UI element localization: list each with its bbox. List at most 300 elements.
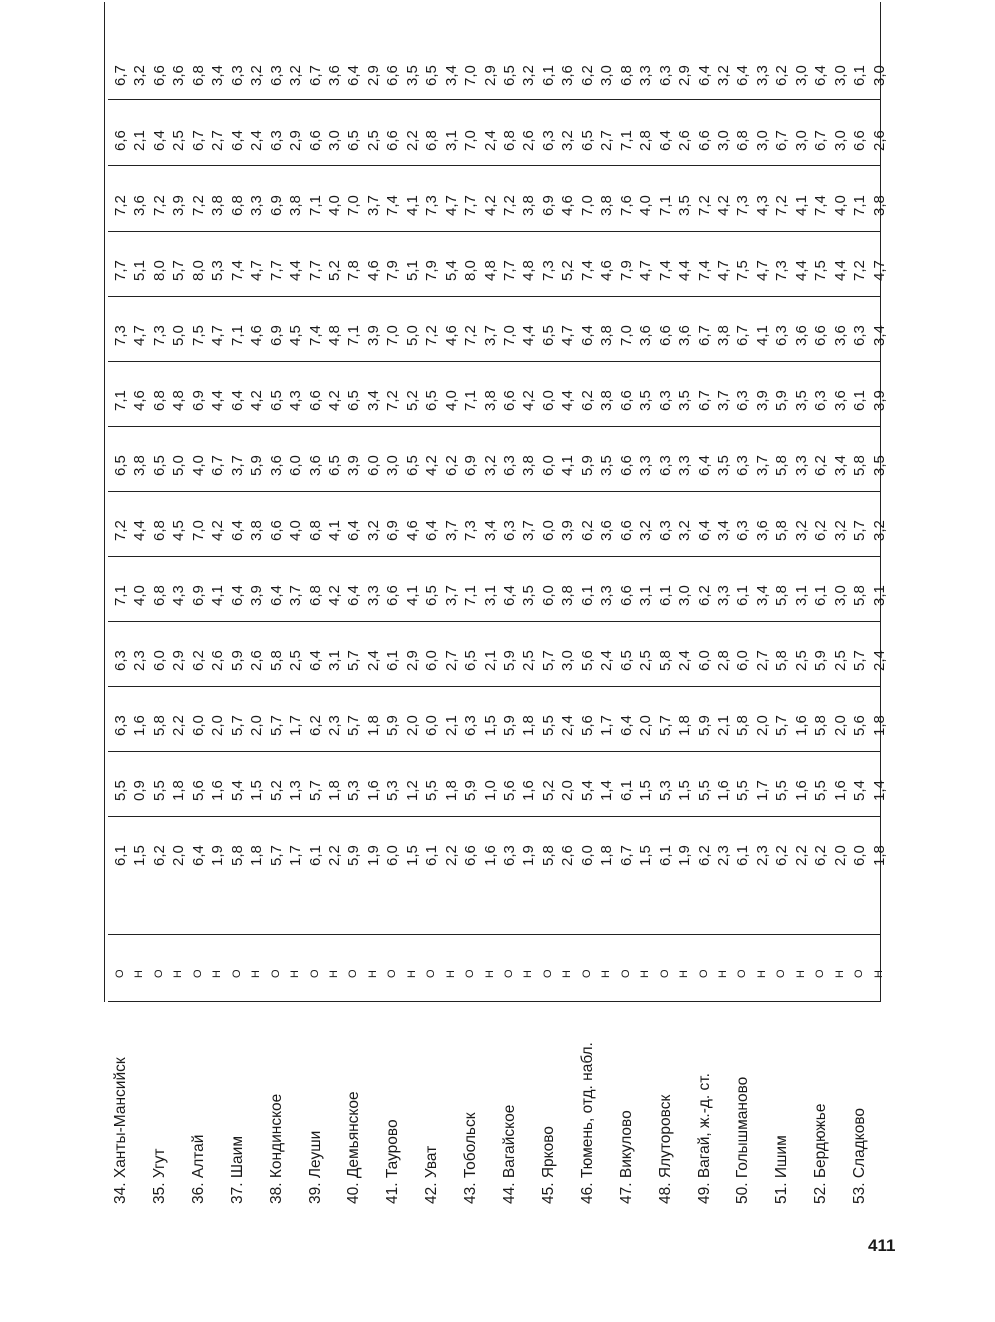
table-cell: 6,3 <box>539 130 557 151</box>
table-cell: 4,4 <box>559 390 577 411</box>
table-cell: 3,0 <box>598 65 616 86</box>
table-cell: 5,9 <box>345 845 363 866</box>
table-cell: 6,4 <box>228 390 246 411</box>
table-cell: 7,4 <box>578 260 596 281</box>
station-name: 49. Вагай, ж.-д. ст. <box>695 1073 713 1204</box>
table-cell: 2,9 <box>481 65 499 86</box>
table-cell: 2,3 <box>131 650 149 671</box>
table-cell: 4,7 <box>248 260 266 281</box>
table-cell: 3,0 <box>753 130 771 151</box>
table-cell: 6,6 <box>150 65 168 86</box>
table-cell: 6,1 <box>539 65 557 86</box>
table-cell: 1,0 <box>481 780 499 801</box>
table-cell: 6,3 <box>112 650 129 671</box>
table-cell: 2,5 <box>520 650 538 671</box>
table-cell: 1,4 <box>870 780 888 801</box>
table-cell: 2,6 <box>559 845 577 866</box>
table-cell: 3,1 <box>325 650 343 671</box>
table-cell: 7,1 <box>112 390 129 411</box>
table-cell: 6,0 <box>423 715 441 736</box>
table-cell: 6,3 <box>267 130 285 151</box>
table-cell: 7,2 <box>462 325 480 346</box>
table-cell: 3,3 <box>598 585 616 606</box>
table-cell: 3,8 <box>248 520 266 541</box>
table-cell: 6,2 <box>150 845 168 866</box>
table-cell: 2,6 <box>870 130 888 151</box>
table-cell: 4,4 <box>209 390 227 411</box>
table-cell: 6,9 <box>267 195 285 216</box>
table-cell: 6,0 <box>287 455 305 476</box>
table-cell: 6,8 <box>150 585 168 606</box>
table-cell: 6,4 <box>228 520 246 541</box>
table-cell: 1,8 <box>598 845 616 866</box>
table-cell: 5,3 <box>656 780 674 801</box>
table-cell: 2,9 <box>676 65 694 86</box>
station-name: 44. Вагайское <box>501 1104 518 1204</box>
table-cell: 6,6 <box>695 130 713 151</box>
table-cell: 6,4 <box>267 585 285 606</box>
table-cell: 6,4 <box>578 325 596 346</box>
table-cell: 3,2 <box>714 65 732 86</box>
table-cell: 3,6 <box>753 520 771 541</box>
table-cell: 6,7 <box>695 390 713 411</box>
table-cell: 2,7 <box>442 650 460 671</box>
table-cell: 2,6 <box>676 130 694 151</box>
table-cell: 3,9 <box>248 585 266 606</box>
table-rule-top <box>104 2 105 1002</box>
table-cell: 6,5 <box>345 130 363 151</box>
table-cell: 1,6 <box>714 780 732 801</box>
table-cell: 2,5 <box>831 650 849 671</box>
table-cell: 3,2 <box>637 520 655 541</box>
table-cell: 3,7 <box>228 455 246 476</box>
table-cell: 3,7 <box>364 195 382 216</box>
table-cell: 3,0 <box>325 130 343 151</box>
station-name: 35. Угут <box>150 1148 168 1204</box>
table-cell: 5,4 <box>442 260 460 281</box>
row-indicator: О <box>269 969 282 978</box>
table-cell: 1,5 <box>248 780 266 801</box>
table-cell: 5,9 <box>501 715 518 736</box>
table-cell: 3,0 <box>714 130 732 151</box>
column-rule <box>108 296 880 297</box>
table-cell: 2,9 <box>364 65 382 86</box>
table-cell: 2,0 <box>170 845 188 866</box>
column-rule <box>108 816 880 817</box>
table-cell: 6,4 <box>228 585 246 606</box>
table-cell: 6,5 <box>501 65 518 86</box>
table-cell: 4,1 <box>403 195 421 216</box>
row-indicator: О <box>152 969 165 978</box>
table-cell: 6,2 <box>578 520 596 541</box>
table-cell: 6,5 <box>423 390 441 411</box>
table-cell: 4,4 <box>287 260 305 281</box>
table-cell: 5,1 <box>131 260 149 281</box>
table-cell: 5,9 <box>384 715 402 736</box>
table-cell: 3,9 <box>559 520 577 541</box>
table-cell: 3,5 <box>870 455 888 476</box>
table-cell: 2,1 <box>442 715 460 736</box>
table-cell: 1,5 <box>403 845 421 866</box>
table-cell: 7,2 <box>112 520 129 541</box>
table-cell: 6,3 <box>656 455 674 476</box>
table-cell: 6,2 <box>306 715 324 736</box>
table-cell: 6,6 <box>617 390 635 411</box>
table-cell: 2,4 <box>676 650 694 671</box>
table-cell: 6,4 <box>812 65 830 86</box>
table-cell: 4,0 <box>442 390 460 411</box>
table-cell: 3,6 <box>267 455 285 476</box>
table-cell: 3,8 <box>559 585 577 606</box>
table-cell: 3,5 <box>714 455 732 476</box>
table-cell: 6,6 <box>501 390 518 411</box>
table-cell: 1,6 <box>831 780 849 801</box>
column-rule <box>108 426 880 427</box>
row-indicator: Н <box>366 970 379 978</box>
station-name: 36. Алтай <box>189 1134 207 1204</box>
table-cell: 2,9 <box>170 650 188 671</box>
table-cell: 3,8 <box>481 390 499 411</box>
table-cell: 7,1 <box>851 195 869 216</box>
table-cell: 6,0 <box>539 455 557 476</box>
table-cell: 4,6 <box>131 390 149 411</box>
table-cell: 4,0 <box>189 455 207 476</box>
table-cell: 5,6 <box>578 650 596 671</box>
table-cell: 1,8 <box>248 845 266 866</box>
table-cell: 6,9 <box>539 195 557 216</box>
table-cell: 5,4 <box>851 780 869 801</box>
table-cell: 3,4 <box>831 455 849 476</box>
table-cell: 6,6 <box>462 845 480 866</box>
column-rule <box>108 751 880 752</box>
table-cell: 2,3 <box>753 845 771 866</box>
row-indicator: О <box>580 969 593 978</box>
column-rule-indicator <box>108 934 880 935</box>
table-cell: 7,3 <box>150 325 168 346</box>
table-cell: 3,9 <box>753 390 771 411</box>
table-cell: 7,2 <box>773 195 791 216</box>
table-cell: 4,5 <box>287 325 305 346</box>
table-cell: 5,9 <box>248 455 266 476</box>
table-cell: 6,5 <box>267 390 285 411</box>
table-cell: 6,7 <box>617 845 635 866</box>
table-cell: 2,2 <box>403 130 421 151</box>
row-indicator: О <box>853 969 866 978</box>
table-cell: 6,5 <box>403 455 421 476</box>
table-cell: 5,8 <box>267 650 285 671</box>
table-cell: 1,8 <box>170 780 188 801</box>
table-cell: 3,3 <box>637 455 655 476</box>
table-cell: 7,1 <box>462 585 480 606</box>
station-name: 45. Ярково <box>539 1126 557 1204</box>
table-cell: 7,6 <box>617 195 635 216</box>
table-cell: 4,5 <box>170 520 188 541</box>
table-cell: 8,0 <box>189 260 207 281</box>
table-cell: 7,4 <box>384 195 402 216</box>
table-cell: 2,5 <box>287 650 305 671</box>
table-cell: 3,7 <box>520 520 538 541</box>
table-cell: 5,7 <box>656 715 674 736</box>
table-cell: 3,2 <box>792 520 810 541</box>
table-cell: 7,9 <box>617 260 635 281</box>
table-cell: 6,3 <box>773 325 791 346</box>
table-cell: 5,2 <box>325 260 343 281</box>
table-cell: 6,0 <box>734 650 752 671</box>
table-cell: 3,2 <box>559 130 577 151</box>
table-cell: 6,1 <box>617 780 635 801</box>
table-cell: 3,6 <box>831 390 849 411</box>
table-cell: 7,3 <box>539 260 557 281</box>
table-cell: 4,2 <box>209 520 227 541</box>
table-cell: 6,4 <box>306 650 324 671</box>
table-cell: 7,7 <box>267 260 285 281</box>
row-indicator: Н <box>872 970 885 978</box>
table-cell: 7,7 <box>501 260 518 281</box>
table-cell: 2,4 <box>598 650 616 671</box>
table-cell: 6,3 <box>501 845 518 866</box>
table-cell: 6,3 <box>501 520 518 541</box>
table-cell: 6,7 <box>734 325 752 346</box>
table-cell: 6,1 <box>656 585 674 606</box>
table-cell: 6,3 <box>656 520 674 541</box>
table-cell: 4,3 <box>753 195 771 216</box>
table-cell: 3,4 <box>714 520 732 541</box>
table-cell: 3,3 <box>637 65 655 86</box>
table-cell: 3,4 <box>870 325 888 346</box>
table-cell: 6,9 <box>462 455 480 476</box>
table-cell: 2,7 <box>598 130 616 151</box>
table-cell: 3,4 <box>753 585 771 606</box>
table-cell: 3,9 <box>345 455 363 476</box>
table-cell: 6,4 <box>695 455 713 476</box>
table-cell: 3,6 <box>598 520 616 541</box>
table-cell: 1,8 <box>364 715 382 736</box>
table-cell: 4,6 <box>559 195 577 216</box>
table-cell: 6,7 <box>812 130 830 151</box>
table-cell: 5,7 <box>851 650 869 671</box>
table-cell: 6,2 <box>773 845 791 866</box>
row-indicator: Н <box>444 970 457 978</box>
table-cell: 4,6 <box>248 325 266 346</box>
table-cell: 5,8 <box>150 715 168 736</box>
table-cell: 5,8 <box>656 650 674 671</box>
table-cell: 5,4 <box>578 780 596 801</box>
table-cell: 4,7 <box>209 325 227 346</box>
table-cell: 6,7 <box>209 455 227 476</box>
table-cell: 3,0 <box>792 65 810 86</box>
table-cell: 1,8 <box>442 780 460 801</box>
station-name: 42. Уват <box>423 1145 441 1204</box>
table-cell: 5,7 <box>306 780 324 801</box>
row-indicator: Н <box>133 970 146 978</box>
table-cell: 6,2 <box>695 845 713 866</box>
table-cell: 5,5 <box>150 780 168 801</box>
table-cell: 5,8 <box>851 455 869 476</box>
table-cell: 6,8 <box>617 65 635 86</box>
table-cell: 2,4 <box>248 130 266 151</box>
table-cell: 6,0 <box>539 520 557 541</box>
table-cell: 7,0 <box>345 195 363 216</box>
table-cell: 5,0 <box>170 325 188 346</box>
table-cell: 6,6 <box>384 585 402 606</box>
table-cell: 4,4 <box>131 520 149 541</box>
table-cell: 2,2 <box>442 845 460 866</box>
table-cell: 4,8 <box>520 260 538 281</box>
table-cell: 7,1 <box>462 390 480 411</box>
row-indicator: О <box>541 969 554 978</box>
table-cell: 1,6 <box>364 780 382 801</box>
table-cell: 3,2 <box>676 520 694 541</box>
table-cell: 7,5 <box>189 325 207 346</box>
table-cell: 3,7 <box>442 520 460 541</box>
table-cell: 5,5 <box>812 780 830 801</box>
table-cell: 8,0 <box>462 260 480 281</box>
table-cell: 2,3 <box>325 715 343 736</box>
table-cell: 4,1 <box>209 585 227 606</box>
table-cell: 5,0 <box>170 455 188 476</box>
table-cell: 7,2 <box>150 195 168 216</box>
table-cell: 1,7 <box>287 715 305 736</box>
station-name: 43. Тобольск <box>462 1112 480 1204</box>
table-cell: 1,7 <box>287 845 305 866</box>
table-cell: 3,8 <box>209 195 227 216</box>
table-cell: 6,2 <box>442 455 460 476</box>
table-cell: 4,1 <box>559 455 577 476</box>
table-cell: 3,2 <box>287 65 305 86</box>
column-rule <box>108 686 880 687</box>
table-cell: 6,6 <box>812 325 830 346</box>
table-cell: 5,7 <box>345 650 363 671</box>
row-indicator: О <box>386 969 399 978</box>
table-cell: 6,3 <box>267 65 285 86</box>
table-cell: 3,5 <box>598 455 616 476</box>
table-cell: 5,1 <box>403 260 421 281</box>
table-cell: 5,9 <box>228 650 246 671</box>
table-cell: 6,6 <box>306 390 324 411</box>
table-cell: 2,0 <box>637 715 655 736</box>
table-cell: 4,1 <box>325 520 343 541</box>
table-cell: 5,7 <box>267 715 285 736</box>
table-cell: 6,6 <box>384 65 402 86</box>
table-cell: 6,1 <box>306 845 324 866</box>
table-cell: 2,9 <box>403 650 421 671</box>
table-cell: 5,5 <box>539 715 557 736</box>
table-cell: 6,8 <box>189 65 207 86</box>
table-cell: 7,0 <box>189 520 207 541</box>
table-cell: 6,3 <box>656 65 674 86</box>
table-cell: 4,0 <box>637 195 655 216</box>
row-indicator: Н <box>639 970 652 978</box>
table-cell: 3,3 <box>792 455 810 476</box>
table-cell: 3,6 <box>559 65 577 86</box>
station-name: 39. Леуши <box>306 1130 324 1204</box>
table-cell: 3,9 <box>870 390 888 411</box>
table-cell: 7,4 <box>306 325 324 346</box>
table-cell: 3,0 <box>870 65 888 86</box>
table-cell: 4,3 <box>170 585 188 606</box>
table-cell: 2,2 <box>325 845 343 866</box>
table-cell: 4,4 <box>831 260 849 281</box>
table-cell: 1,7 <box>753 780 771 801</box>
table-cell: 3,8 <box>520 455 538 476</box>
table-cell: 4,0 <box>325 195 343 216</box>
table-cell: 1,6 <box>792 780 810 801</box>
table-cell: 6,8 <box>423 130 441 151</box>
table-cell: 1,6 <box>481 845 499 866</box>
column-rule <box>108 231 880 232</box>
station-name: 48. Ялуторовск <box>656 1094 674 1204</box>
table-cell: 1,4 <box>598 780 616 801</box>
table-cell: 7,1 <box>617 130 635 151</box>
table-cell: 3,7 <box>753 455 771 476</box>
table-cell: 3,1 <box>870 585 888 606</box>
table-cell: 4,3 <box>287 390 305 411</box>
table-cell: 3,7 <box>287 585 305 606</box>
table-cell: 7,1 <box>112 585 129 606</box>
table-cell: 6,1 <box>112 845 129 866</box>
table-cell: 4,8 <box>170 390 188 411</box>
table-cell: 7,3 <box>423 195 441 216</box>
table-cell: 7,9 <box>384 260 402 281</box>
table-cell: 6,8 <box>228 195 246 216</box>
table-cell: 6,4 <box>345 585 363 606</box>
table-cell: 3,7 <box>481 325 499 346</box>
column-rule <box>108 165 880 166</box>
table-cell: 6,4 <box>150 130 168 151</box>
table-cell: 5,8 <box>773 520 791 541</box>
table-cell: 6,3 <box>462 715 480 736</box>
table-cell: 7,3 <box>773 260 791 281</box>
table-cell: 3,5 <box>676 195 694 216</box>
row-indicator: О <box>230 969 243 978</box>
table-cell: 7,3 <box>462 520 480 541</box>
station-name: 51. Ишим <box>773 1135 791 1204</box>
row-indicator: Н <box>327 970 340 978</box>
table-cell: 4,0 <box>831 195 849 216</box>
table-cell: 4,7 <box>131 325 149 346</box>
table-cell: 6,1 <box>578 585 596 606</box>
table-cell: 6,4 <box>695 65 713 86</box>
table-cell: 2,1 <box>481 650 499 671</box>
table-cell: 1,8 <box>325 780 343 801</box>
table-cell: 1,6 <box>520 780 538 801</box>
table-cell: 7,2 <box>501 195 518 216</box>
table-cell: 2,7 <box>753 650 771 671</box>
table-cell: 5,2 <box>267 780 285 801</box>
row-indicator: О <box>619 969 632 978</box>
table-cell: 3,6 <box>637 325 655 346</box>
table-cell: 6,5 <box>112 455 129 476</box>
table-cell: 4,6 <box>364 260 382 281</box>
table-cell: 6,1 <box>812 585 830 606</box>
column-rule <box>108 99 880 100</box>
table-cell: 6,1 <box>734 585 752 606</box>
table-cell: 6,6 <box>384 130 402 151</box>
station-name: 38. Кондинское <box>267 1093 285 1204</box>
table-cell: 5,9 <box>578 455 596 476</box>
table-cell: 6,4 <box>656 130 674 151</box>
table-cell: 6,9 <box>384 520 402 541</box>
table-cell: 5,8 <box>773 585 791 606</box>
table-cell: 3,5 <box>792 390 810 411</box>
table-cell: 6,2 <box>812 455 830 476</box>
table-cell: 2,8 <box>637 130 655 151</box>
table-cell: 4,8 <box>325 325 343 346</box>
row-indicator: О <box>697 969 710 978</box>
table-cell: 6,6 <box>851 130 869 151</box>
table-cell: 5,2 <box>539 780 557 801</box>
table-cell: 3,8 <box>131 455 149 476</box>
